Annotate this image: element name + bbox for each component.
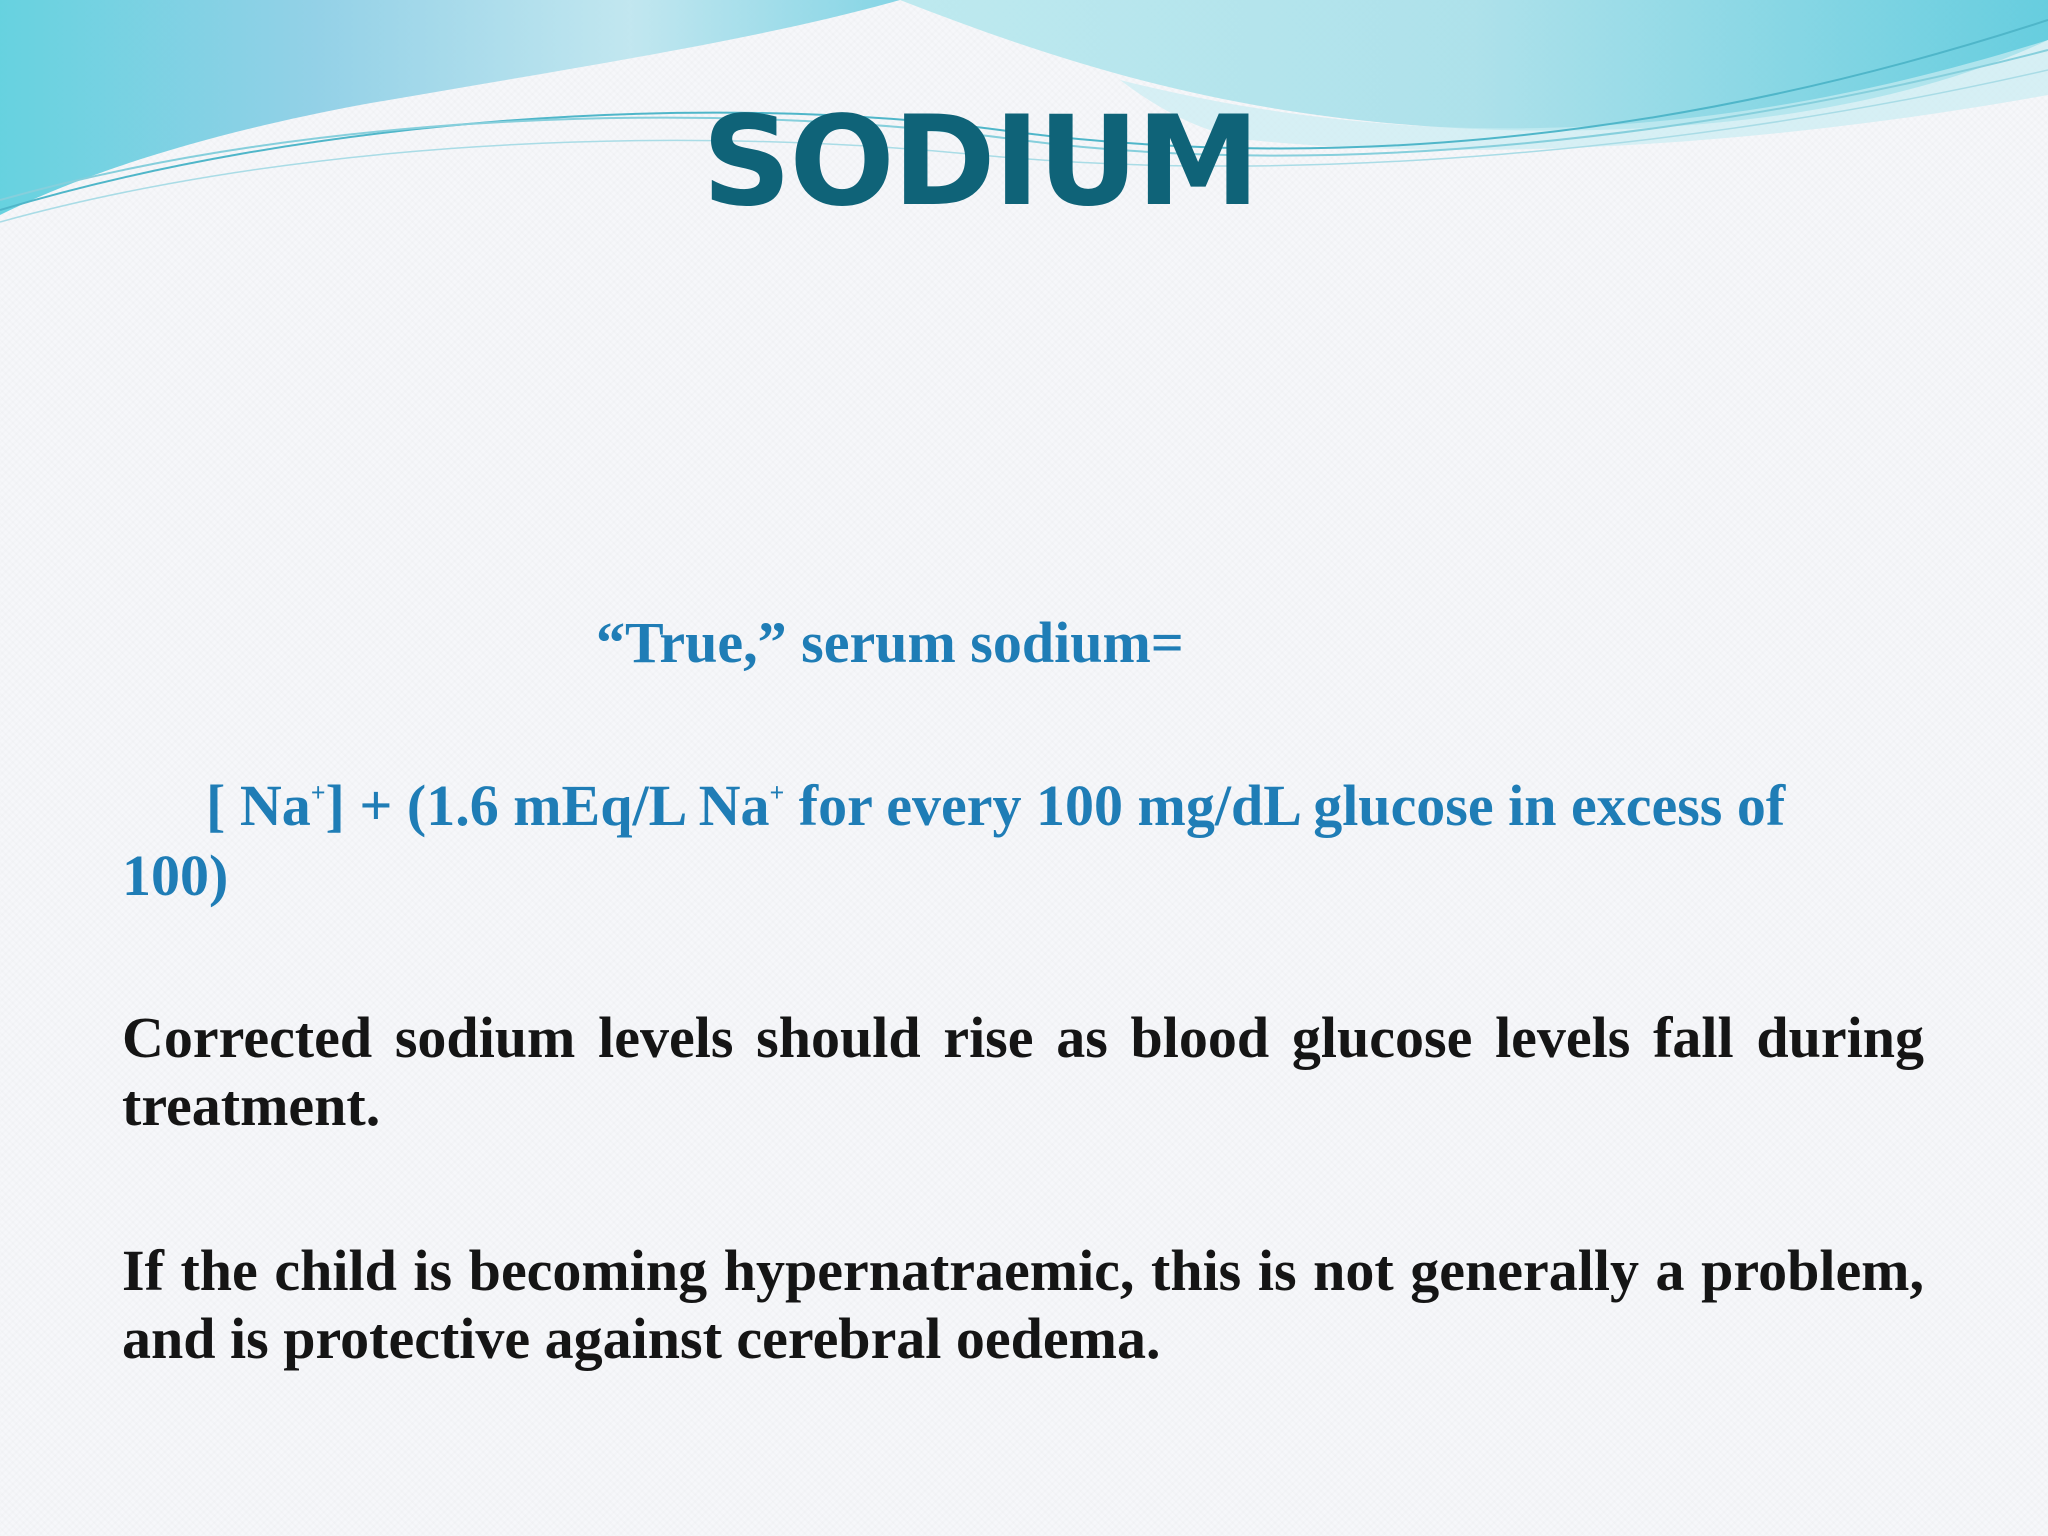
formula-part-2: ] + (1.6 mEq/L Na (325, 773, 770, 838)
paragraph-corrected-sodium: Corrected sodium levels should rise as blood glucose levels fall during treatment. (122, 1005, 1924, 1138)
slide-title: SODIUM (702, 90, 1258, 234)
formula-part-1: [ Na (206, 773, 311, 838)
formula-heading: “True,” serum sodium= (596, 610, 1184, 675)
formula-text (122, 771, 1902, 911)
formula-superscript-2: + (769, 778, 785, 807)
formula-superscript-1: + (310, 778, 326, 807)
paragraph-hypernatraemia: If the child is becoming hypernatraemic, this is not generally a problem, and is protective against cerebral oedema. (122, 1238, 1924, 1371)
formula-part-3: for every 100 mg/dL glucose in excess of 100) (122, 773, 1786, 908)
